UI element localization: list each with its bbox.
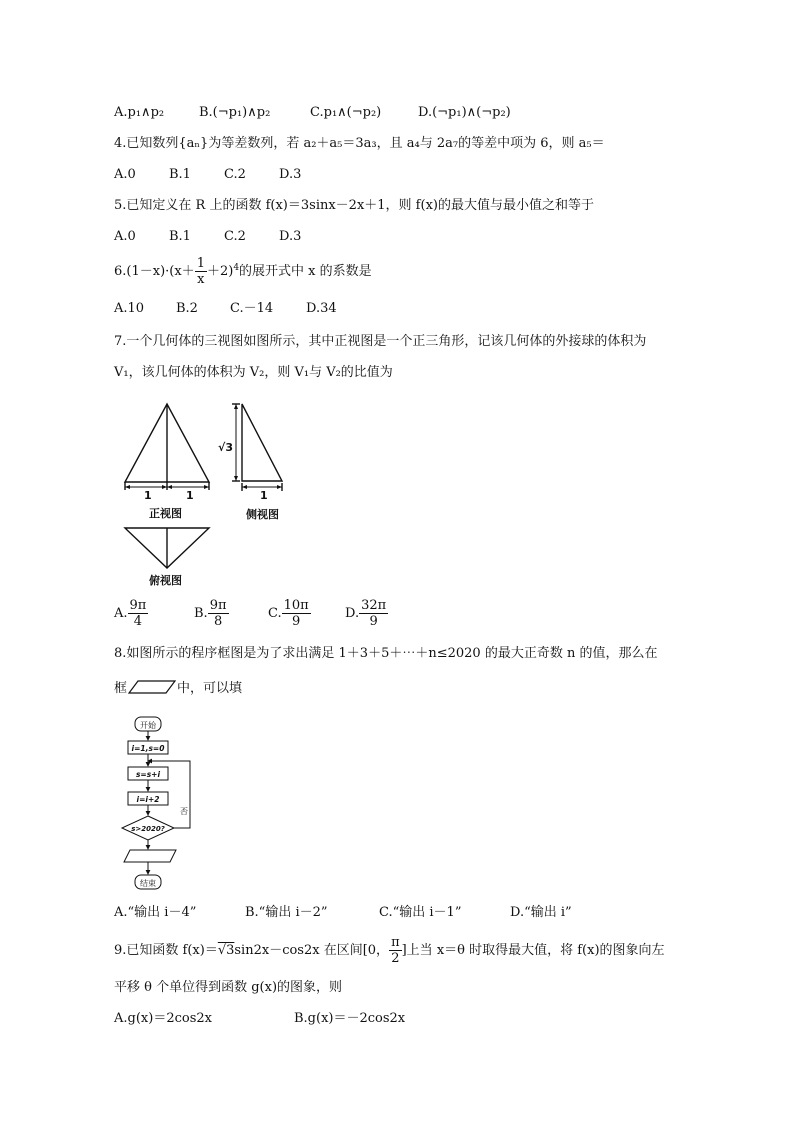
q4-option-c: C.2 [224,167,246,182]
q9-prefix: 9.已知函数 f(x)＝ [114,943,218,958]
q5-option-a: A.0 [114,229,136,244]
front-view-label: 正视图 [149,507,182,520]
q9-middle: sin2x－cos2x 在区间[0， [234,943,390,958]
q4-option-b: B.1 [169,167,191,182]
q9-sqrt3: √3 [217,943,235,958]
three-view-figure [118,396,298,590]
q7-option-d-num: 32π [361,598,387,613]
flow-output-node [124,850,176,862]
q6-option-d: D.34 [306,301,337,316]
q8-option-b: B.“输出 i－2” [245,905,328,920]
q9-option-b: B.g(x)＝－2cos2x [294,1011,406,1026]
q8-line2-prefix: 框 [114,681,128,696]
q8-stem-line1: 8.如图所示的程序框图是为了求出满足 1＋3＋5＋⋯＋n≤2020 的最大正奇数 n 的值，那么在 [114,646,658,661]
q9-option-a: A.g(x)＝2cos2x [114,1011,212,1026]
flow-end-label: 结束 [140,879,156,888]
q6-frac-den: x [197,272,205,287]
q6-middle: ＋2) [206,264,234,279]
q7-option-c [268,598,311,629]
side-dim-sqrt3: √3 [218,441,233,454]
q8-stem-line2 [114,680,242,698]
q3-option-b: B.(¬p₁)∧p₂ [199,105,271,120]
q6-fraction [195,256,207,287]
q3-option-c: C.p₁∧(¬p₂) [310,105,382,120]
q7-option-a-den: 4 [133,614,143,629]
q9-stem-line1 [114,935,665,966]
flow-init-label: i=1,s=0 [131,744,165,753]
q3-option-a: A.p₁∧p₂ [114,105,165,120]
side-view-label: 侧视图 [246,508,279,521]
q4-stem: 4.已知数列{aₙ}为等差数列，若 a₂＋a₅＝3a₃，且 a₄与 2a₇的等差中项为 6，则 a₅＝ [114,136,605,151]
q7-option-d [345,598,388,629]
q7-option-b [194,598,229,629]
q8-line2-suffix: 中，可以填 [177,681,243,696]
q6-exponent: 4 [233,263,240,273]
flow-sum-label: s=s+i [135,770,161,779]
front-view [125,404,209,490]
q4-option-d: D.3 [279,167,302,182]
q6-stem [114,256,372,287]
side-dim-1: 1 [260,489,268,502]
flow-no-label: 否 [180,807,188,816]
q9-fraction [389,935,402,966]
q7-option-b-num: 9π [209,598,227,613]
q6-option-c: C.－14 [230,301,274,316]
q6-option-b: B.2 [176,301,198,316]
q8-option-a: A.“输出 i－4” [114,905,197,920]
q4-option-a: A.0 [114,167,136,182]
q7-option-d-den: 9 [369,614,378,629]
q3-option-d: D.(¬p₁)∧(¬p₂) [418,105,511,120]
q8-option-d: D.“输出 i” [510,905,572,920]
q7-stem-line1: 7.一个几何体的三视图如图所示，其中正视图是一个正三角形，记该几何体的外接球的体积为 [114,334,647,349]
q5-stem: 5.已知定义在 R 上的函数 f(x)＝3sinx－2x＋1，则 f(x)的最大值与最小值之和等于 [114,198,594,213]
q7-option-b-letter: B. [194,606,208,621]
q6-frac-num: 1 [196,256,205,271]
q7-option-c-letter: C. [268,606,282,621]
q7-option-a [114,598,148,629]
q5-option-b: B.1 [169,229,191,244]
q9-frac-den: 2 [391,951,400,966]
q7-option-b-den: 8 [213,614,223,629]
q9-suffix: ]上当 x＝θ 时取得最大值，将 f(x)的图象向左 [401,943,665,958]
q6-option-a: A.10 [114,301,145,316]
q9-frac-num: π [391,935,400,950]
flow-start-label: 开始 [140,721,156,730]
flowchart [118,714,198,892]
side-view [232,404,282,491]
top-view-label: 俯视图 [149,574,182,587]
parallelogram-blank-icon [128,680,176,694]
front-dim-1a: 1 [144,489,152,502]
q9-stem-line2: 平移 θ 个单位得到函数 g(x)的图象，则 [114,980,343,995]
q5-option-c: C.2 [224,229,246,244]
flow-condition-label: s>2020? [131,825,165,833]
q7-option-a-letter: A. [114,606,128,621]
q6-prefix: 6.(1－x)·(x＋ [114,264,195,279]
q7-option-c-den: 9 [292,614,301,629]
flow-increment-label: i=i+2 [136,795,160,804]
q6-suffix: 的展开式中 x 的系数是 [239,264,372,279]
q7-option-d-letter: D. [345,606,360,621]
q7-option-a-num: 9π [129,598,147,613]
front-dim-1b: 1 [186,489,194,502]
q5-option-d: D.3 [279,229,302,244]
q7-option-c-num: 10π [283,598,309,613]
top-view [125,528,209,568]
q8-option-c: C.“输出 i－1” [379,905,462,920]
q7-stem-line2: V₁，该几何体的体积为 V₂，则 V₁与 V₂的比值为 [114,365,393,380]
